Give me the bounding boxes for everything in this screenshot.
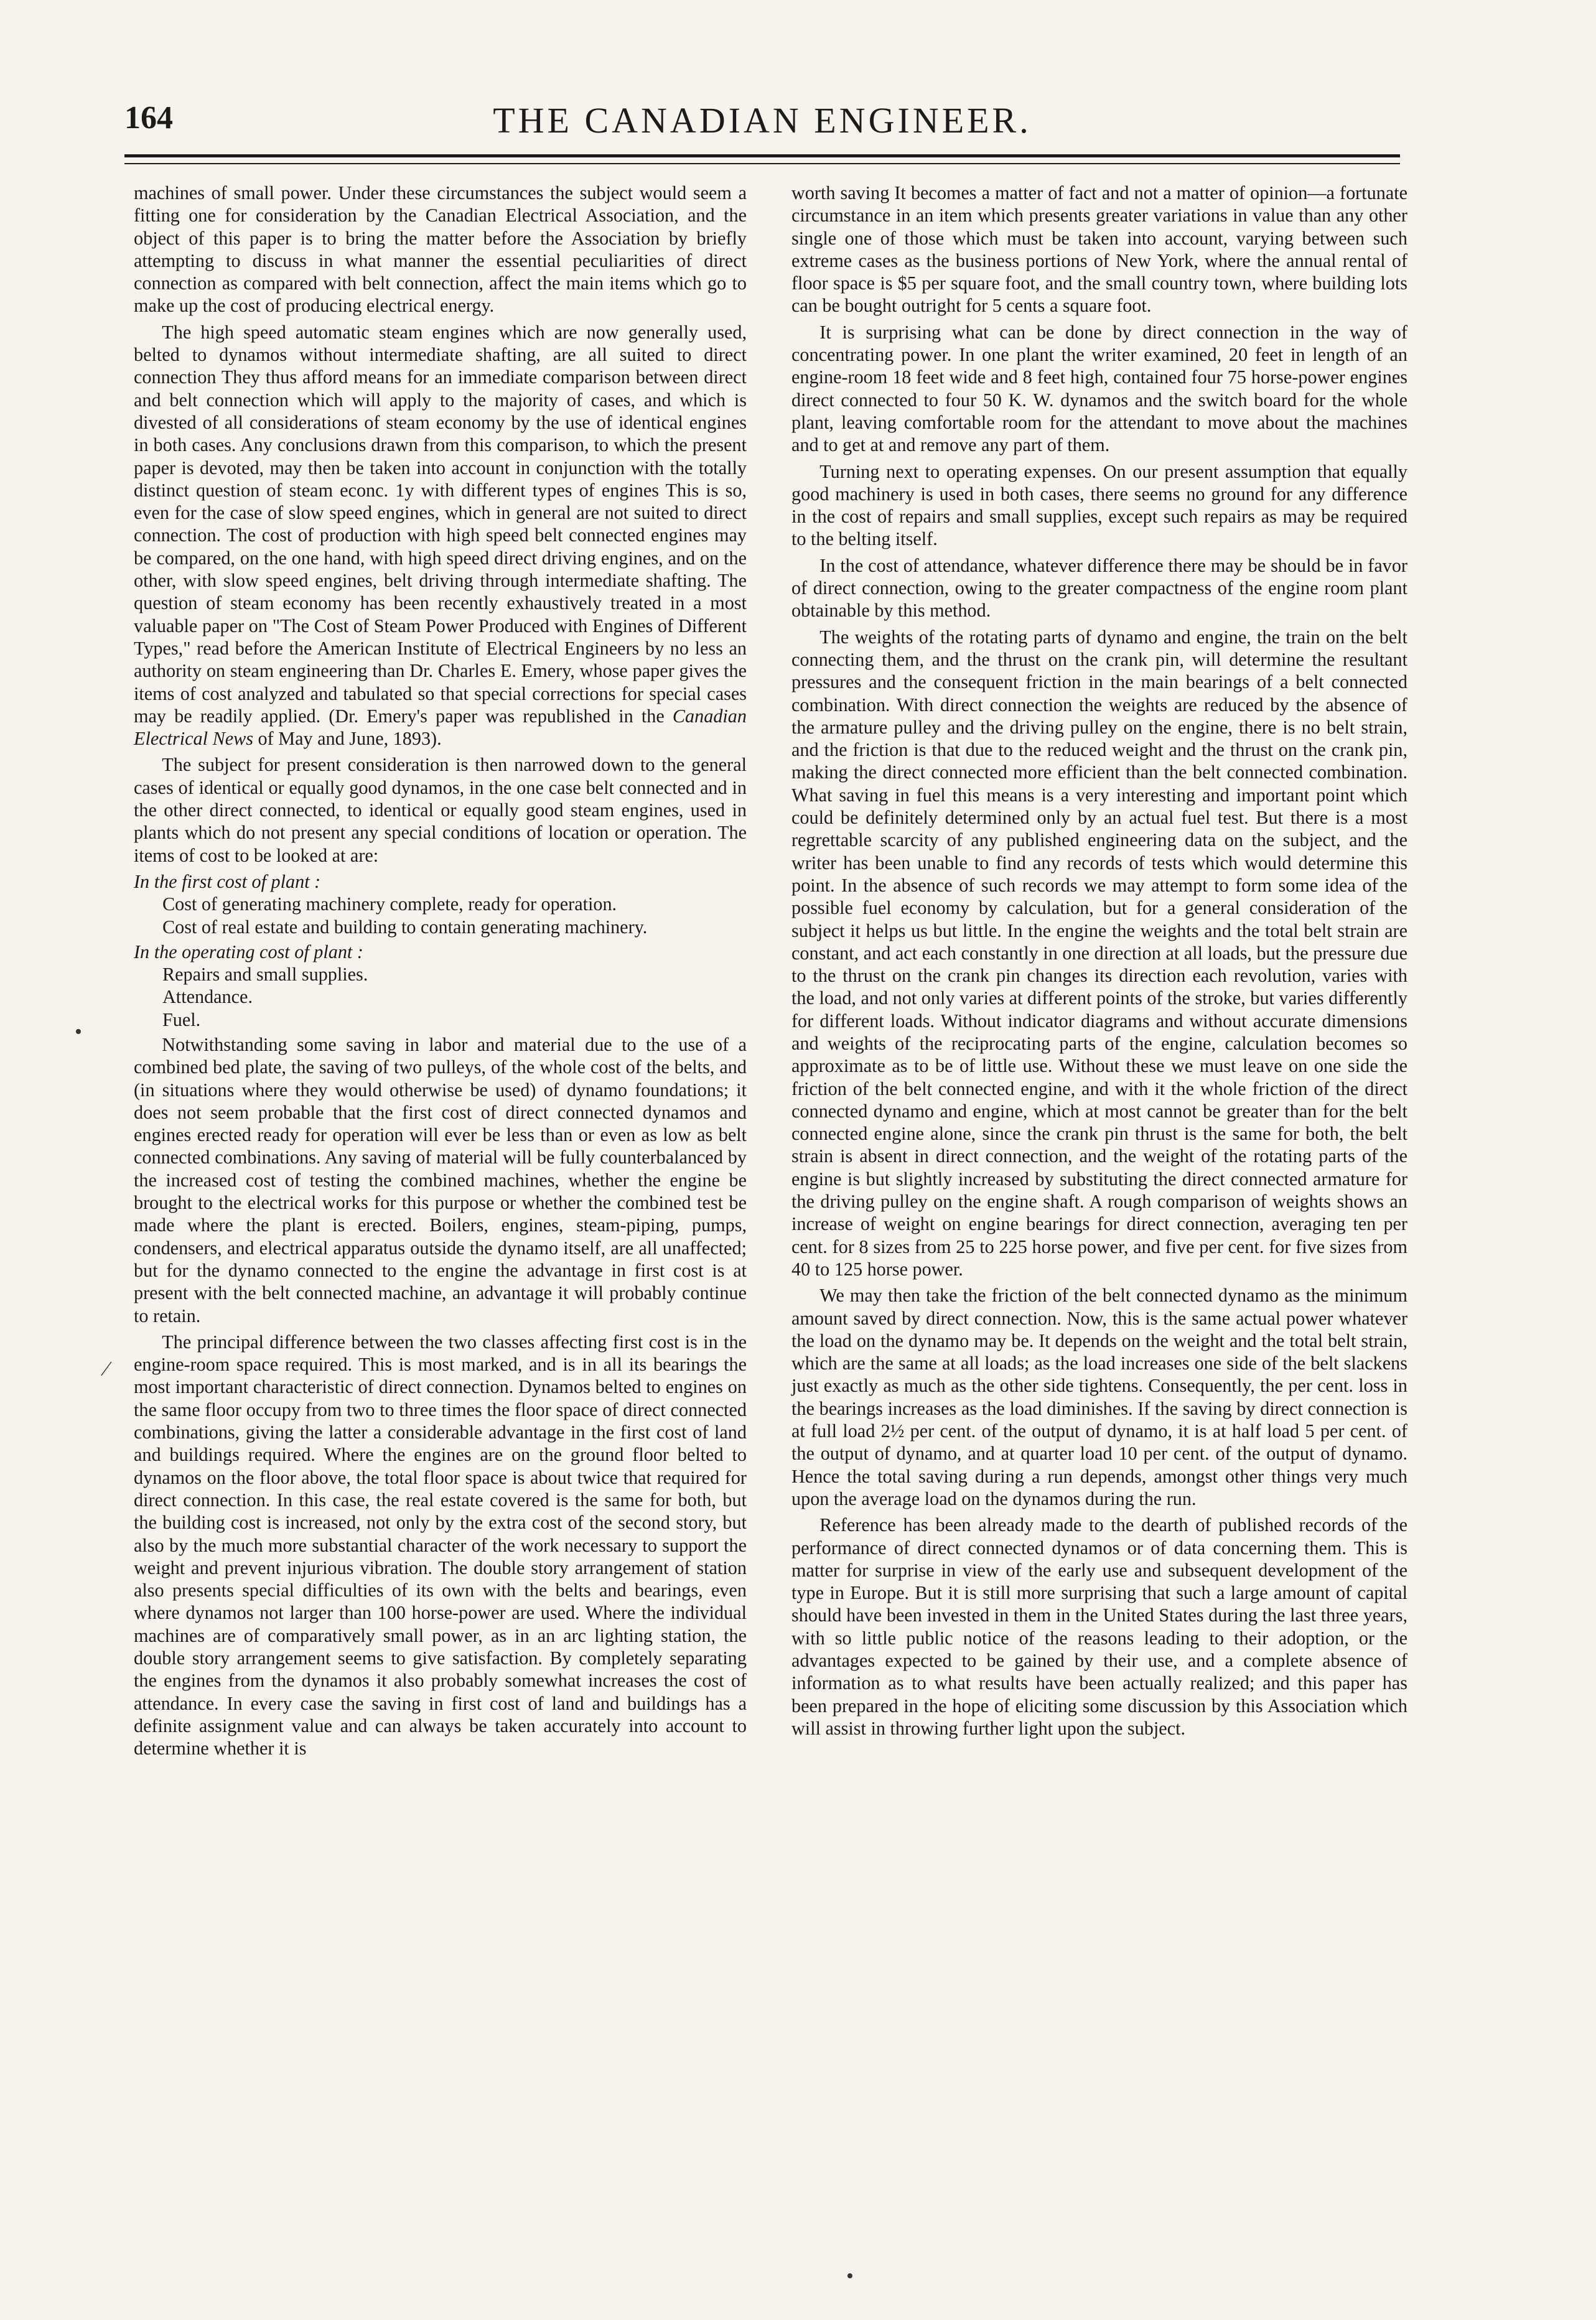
page-header xyxy=(124,100,1400,149)
paragraph: machines of small power. Under these circumstances the subject would seem a fitting one for consideration by the Canadian Electrical Association, and the object of this paper is to bring the matter before the Association by briefly attempting to discuss in what manner the essential peculiarities of direct connection as compared with belt connection, affect the main items which go to make up the cost of producing electrical energy. xyxy=(134,182,747,317)
paragraph: It is surprising what can be done by direct connection in the way of concentrating power. In one plant the writer examined, 20 feet in length of an engine-room 18 feet wide and 8 feet high, contained four 75 horse-power engines direct connected to four 50 K. W. dynamos and the switch board for the whole plant, leaving comfortable room for the attendant to move about the machines and to get at and remove any part of them. xyxy=(791,321,1407,456)
paragraph xyxy=(134,321,747,750)
paragraph: The principal difference between the two classes affecting first cost is in the engine-room space required. This is most marked, and is in all its bearings the most important characteristic of direct connection. Dynamos belted to engines on the same floor occupy from two to three times the floor space of direct connected combinations, giving the latter a considerable advantage in the first cost of land and buildings required. Where the engines are on the ground floor belted to dynamos on the floor above, the total floor space is about twice that required for direct connection. In this case, the real estate covered is the same for both, but the building cost is increased, not only by the extra cost of the second story, but also by the much more substantial character of the work necessary to support the weight and prevent injurious vibration. The double story arrangement of station also presents special difficulties of its own with the belts and bearings, even where dynamos not larger than 100 horse-power are used. Where the individual machines are of comparatively small power, as in an arc lighting station, the double story arrangement seems to give satisfaction. By completely separating the engines from the dynamos it also probably somewhat increases the cost of attendance. In every case the saving in first cost of land and buildings has a definite assignment value and can always be taken accurately into account to determine whether it is xyxy=(134,1331,747,1759)
cost-item-list xyxy=(134,963,747,1031)
header-rule-thin xyxy=(124,163,1400,164)
cost-item-list xyxy=(134,893,747,938)
list-heading: In the first cost of plant : xyxy=(134,870,321,892)
paragraph: Notwithstanding some saving in labor and material due to the use of a combined bed plate, the saving of two pulleys, of the whole cost of the belts, and (in situations where they would otherwise be used) of dynamo foundations; it does not seem probable that the first cost of direct connected dynamos and engines erected ready for operation will ever be less than or even as low as belt connected combinations. Any saving of material will be fully counterbalanced by the increased cost of testing the combined machines, whether the engine be brought to the electrical works for this purpose or whether the combined test be made where the plant is erected. Boilers, engines, steam-piping, pumps, condensers, and electrical apparatus outside the dynamo itself, are all unaffected; but for the dynamo connected to the engine the advantage in first cost is at present with the belt connected machine, an advantage it will probably continue to retain. xyxy=(134,1033,747,1326)
header-rule-thick xyxy=(124,154,1400,157)
margin-mark: ⁄ xyxy=(105,1358,108,1381)
paragraph: In the cost of attendance, whatever difference there may be should be in favor of direct connection, owing to the greater compactness of the engine room plant obtainable by this method. xyxy=(791,554,1407,622)
paragraph: Turning next to operating expenses. On our present assumption that equally good machinery is used in both cases, there seems no ground for any difference in the cost of repairs and small supplies, except such repairs as may be required to the belting itself. xyxy=(791,460,1407,550)
left-column xyxy=(134,182,747,1763)
margin-mark: • xyxy=(75,1020,82,1043)
right-column xyxy=(791,182,1407,1743)
publication-name: Canadian Electrical News xyxy=(134,705,747,750)
list-item: Repairs and small supplies. xyxy=(162,964,368,985)
list-item: Cost of generating machinery complete, ready for operation. xyxy=(162,893,617,915)
margin-mark: • xyxy=(846,2265,854,2288)
paragraph: The weights of the rotating parts of dynamo and engine, the train on the belt connecting them, and the thrust on the crank pin, will determine the resultant pressures and the consequent friction in the main bearings of a belt connected combination. With direct connection the weights are reduced by the absence of the armature pulley and the driving pulley on the engine, there is no belt strain, and the friction is that due to the reduced weight and the thrust on the crank pin, making the direct connected more efficient than the belt connected combination. What saving in fuel this means is a very interesting and important point which could be definitely determined only by an actual fuel test. But there is a most regrettable scarcity of any published engineering data on the subject, and the writer has been unable to find any records of tests which would determine this point. In the absence of such records we may attempt to form some idea of the possible fuel economy by calculation, but for a general consideration of the subject it helps us but little. In the engine the weights and the total belt strain are constant, and act each constantly in one direction at all loads, but the pressure due to the thrust on the crank pin changes its direction each revolution, varies with the load, and not only varies at different points of the stroke, but varies differently for different loads. Without indicator diagrams and without accurate dimensions and weights of the reciprocating parts of the engine, calculation becomes so approximate as to be of little use. Without these we must leave on one side the friction of the belt connected engine, and with it the whole friction of the direct connected dynamo and engine, which at most cannot be greater than for the belt connected engine alone, since the crank pin thrust is the same for both, the belt strain is absent in direct connection, and the weight of the rotating parts of the engine is but slightly increased by substituting the direct connected armature for the driving pulley on the engine shaft. A rough comparison of weights shows an increase of weight on engine bearings for direct connection, averaging ten per cent. for 8 sizes from 25 to 225 horse power, and five per cent. for five sizes from 40 to 125 horse power. xyxy=(791,626,1407,1280)
paragraph-text: The high speed automatic steam engines which are now generally used, belted to dynamos without intermediate shafting, are all suited to direct connection They thus afford means for an immediate comparison between direct and belt connection which will apply to the majority of cases, and which is divested of all considerations of steam economy by the use of identical engines in both cases. Any conclusions drawn from this comparison, to which the present paper is devoted, may then be taken into account in conjunction with the totally distinct question of steam econc. 1y with different types of engines This is so, even for the case of slow speed engines, which in general are not suited to direct connection. The cost of production with high speed belt connected engines may be compared, on the one hand, with high speed direct driving engines, and on the other, with slow speed engines, belt driving through intermediate shafting. The question of steam economy has been recently exhaustively treated in a most valuable paper on "The Cost of Steam Power Produced with Engines of Different Types," read before the American Institute of Electrical Engineers by no less an authority on steam engineering than Dr. Charles E. Emery, whose paper gives the items of cost analyzed and tabulated so that special corrections for special cases may be readily applied. (Dr. Emery's paper was republished in the xyxy=(134,321,747,727)
list-item: Cost of real estate and building to contain generating machinery. xyxy=(162,916,648,938)
list-item: Fuel. xyxy=(162,1009,201,1030)
list-heading: In the operating cost of plant : xyxy=(134,941,363,962)
paragraph: We may then take the friction of the belt connected dynamo as the minimum amount saved by direct connection. Now, this is the same actual power whatever the load on the dynamo may be. It depends on the weight and the total belt strain, which are the same at all loads; as the load increases one side of the belt slackens just exactly as much as the other side tightens. Consequently, the per cent. loss in the bearings increases as the load diminishes. If the saving by direct connection is at full load 2½ per cent. of the output of dynamo, it is at half load 5 per cent. of the output of dynamo, and at quarter load 10 per cent. of the output of dynamo. Hence the total saving during a run depends, amongst other things very much upon the average load on the dynamos during the run. xyxy=(791,1285,1407,1509)
paragraph-text: of May and June, 1893). xyxy=(258,728,442,750)
paragraph: worth saving It becomes a matter of fact and not a matter of opinion—a fortunate circumstance in an item which presents greater variations in value than any other single one of those which must be taken into account, varying between such extreme cases as the business portions of New York, where the annual rental of floor space is $5 per square foot, and the small country town, where building lots can be bought outright for 5 cents a square foot. xyxy=(791,182,1407,317)
list-item: Attendance. xyxy=(162,986,253,1008)
paragraph: Reference has been already made to the dearth of published records of the performance of direct connected dynamos or of data concerning them. This is matter for surprise in view of the early use and subsequent development of the type in Europe. But it is still more surprising that such a large amount of capital should have been invested in them in the United States during the last three years, with so little public notice of the reasons leading to their adoption, or the advantages expected to be gained by their use, and a complete absence of information as to what results have been actually realized; and this paper has been prepared in the hope of eliciting some discussion by this Association which will assist in throwing further light upon the subject. xyxy=(791,1514,1407,1739)
paragraph: The subject for present consideration is then narrowed down to the general cases of identical or equally good dynamos, in the one case belt connected and in the other direct connected, to identical or equally good steam engines, used in plants which do not present any special conditions of location or operation. The items of cost to be looked at are: xyxy=(134,754,747,866)
journal-title: THE CANADIAN ENGINEER. xyxy=(493,100,1032,141)
page-number: 164 xyxy=(124,100,173,136)
